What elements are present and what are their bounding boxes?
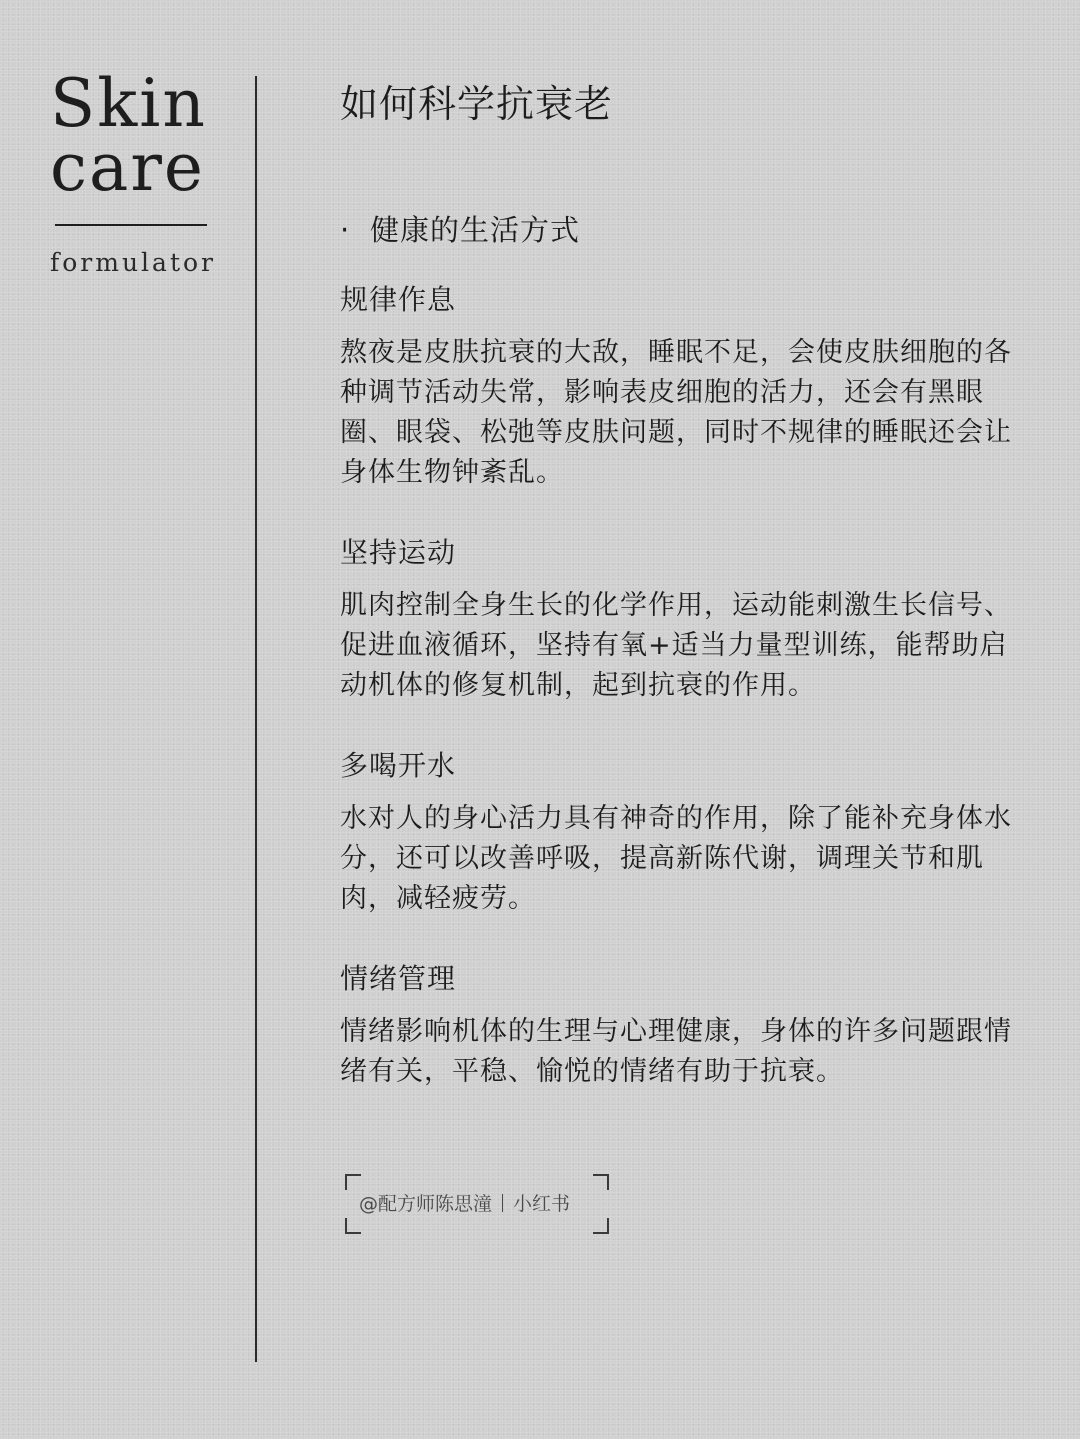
watermark-text	[359, 1190, 570, 1218]
watermark-separator	[502, 1194, 503, 1212]
section-heading-text: 健康的生活方式	[370, 213, 581, 247]
section-sleep	[340, 280, 1020, 493]
section-title: 情绪管理	[340, 962, 457, 995]
section-title: 多喝开水	[340, 749, 457, 782]
watermark-corner	[593, 1174, 609, 1190]
watermark-corner	[593, 1218, 609, 1234]
brand-divider	[55, 224, 207, 226]
page-title: 如何科学抗衰老	[340, 82, 614, 126]
watermark-platform: 小红书	[513, 1193, 571, 1215]
section-body: 熬夜是皮肤抗衰的大敌，睡眠不足，会使皮肤细胞的各种调节活动失常，影响表皮细胞的活力，还会有黑眼圈、眼袋、松弛等皮肤问题，同时不规律的睡眠还会让身体生物钟紊乱。	[340, 337, 1012, 488]
main-content	[340, 78, 1020, 1092]
brand-logo	[50, 65, 220, 277]
section-body: 肌肉控制全身生长的化学作用，运动能刺激生长信号、促进血液循环，坚持有氧+适当力量型训练，能帮助启动机体的修复机制，起到抗衰的作用。	[340, 590, 1012, 701]
brand-word-skin: Skin	[50, 65, 207, 142]
section-title: 坚持运动	[340, 536, 457, 569]
watermark	[345, 1174, 609, 1234]
section-heading	[340, 210, 1020, 250]
section-body: 水对人的身心活力具有神奇的作用，除了能补充身体水分，还可以改善呼吸，提高新陈代谢，调理关节和肌肉，减轻疲劳。	[340, 803, 1012, 914]
vertical-divider	[255, 76, 257, 1362]
section-body: 情绪影响机体的生理与心理健康，身体的许多问题跟情绪有关，平稳、愉悦的情绪有助于抗衰。	[340, 1016, 1012, 1087]
section-exercise	[340, 533, 1020, 706]
section-emotion	[340, 959, 1020, 1092]
watermark-author: @配方师陈思潼	[359, 1193, 493, 1215]
section-water	[340, 746, 1020, 919]
watermark-corner	[345, 1174, 361, 1190]
brand-word-care: care	[50, 129, 205, 206]
section-title: 规律作息	[340, 283, 457, 316]
bullet-dot: ·	[340, 213, 351, 247]
watermark-corner	[345, 1218, 361, 1234]
brand-subtitle: formulator	[50, 248, 217, 277]
